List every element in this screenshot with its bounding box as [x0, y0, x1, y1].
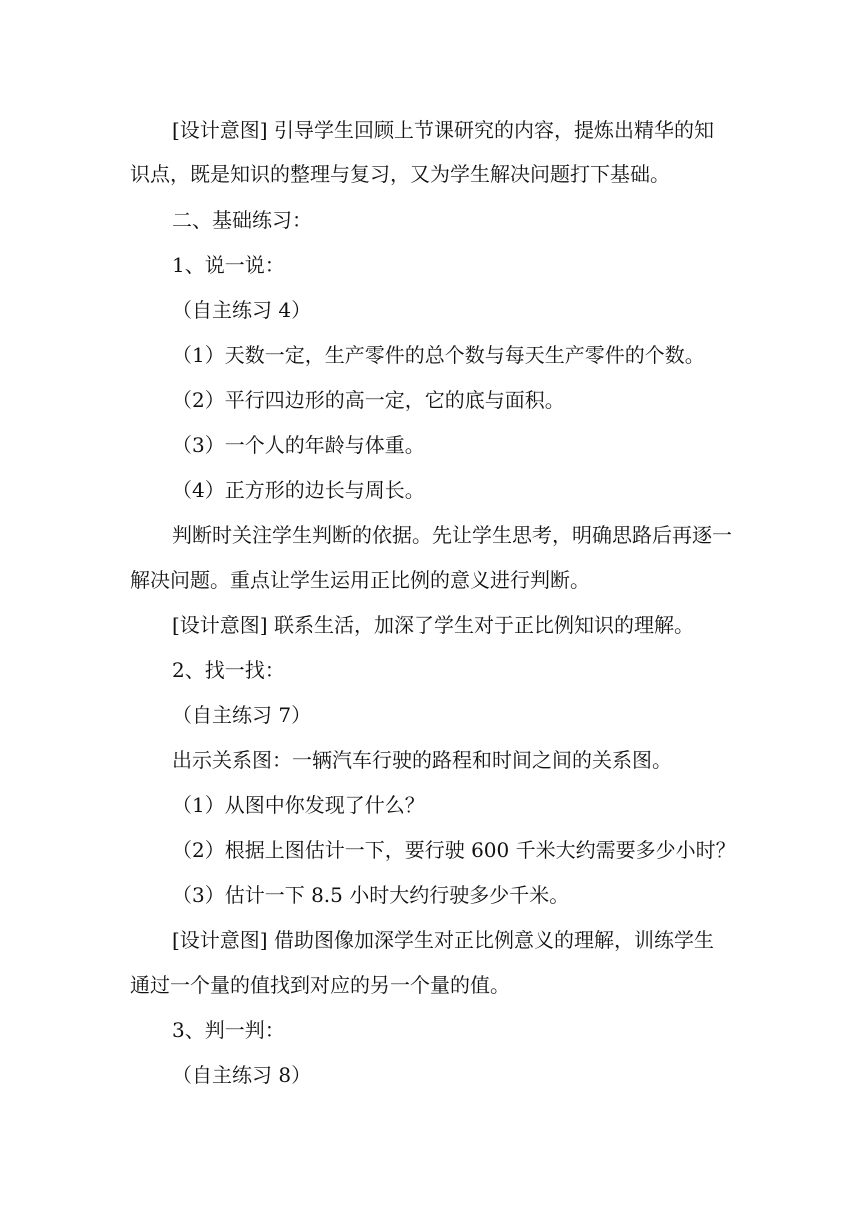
question-1-item-4: （4）正方形的边长与周长。 — [172, 478, 425, 502]
question-1-item-2: （2）平行四边形的高一定，它的底与面积。 — [172, 388, 565, 412]
design-intent-1-line-1: [设计意图] 引导学生回顾上节课研究的内容，提炼出精华的知 — [172, 118, 714, 142]
design-intent-2: [设计意图] 联系生活，加深了学生对于正比例知识的理解。 — [172, 613, 694, 637]
exercise-reference-7: （自主练习 7） — [172, 703, 312, 727]
teaching-note-line-1: 判断时关注学生判断的依据。先让学生思考，明确思路后再逐一 — [172, 523, 732, 547]
design-intent-3-line-1: [设计意图] 借助图像加深学生对正比例意义的理解，训练学生 — [172, 928, 714, 952]
teaching-note-line-2: 解决问题。重点让学生运用正比例的意义进行判断。 — [130, 568, 590, 592]
design-intent-1-line-2: 识点，既是知识的整理与复习，又为学生解决问题打下基础。 — [130, 162, 670, 186]
exercise-reference-4: （自主练习 4） — [172, 298, 312, 322]
subheading-say-it: 1、说一说： — [172, 253, 285, 277]
question-2-item-1: （1）从图中你发现了什么？ — [172, 793, 425, 817]
exercise-reference-8: （自主练习 8） — [172, 1063, 312, 1087]
subheading-find-it: 2、找一找： — [172, 658, 285, 682]
question-2-item-3: （3）估计一下 8.5 小时大约行驶多少千米。 — [172, 883, 570, 907]
section-heading-basic-practice: 二、基础练习： — [172, 208, 312, 232]
relationship-chart-intro: 出示关系图：一辆汽车行驶的路程和时间之间的关系图。 — [172, 748, 672, 772]
design-intent-3-line-2: 通过一个量的值找到对应的另一个量的值。 — [130, 973, 510, 997]
subheading-judge-it: 3、判一判： — [172, 1018, 285, 1042]
question-2-item-2: （2）根据上图估计一下，要行驶 600 千米大约需要多少小时？ — [172, 838, 736, 862]
question-1-item-3: （3）一个人的年龄与体重。 — [172, 433, 425, 457]
question-1-item-1: （1）天数一定，生产零件的总个数与每天生产零件的个数。 — [172, 343, 705, 367]
